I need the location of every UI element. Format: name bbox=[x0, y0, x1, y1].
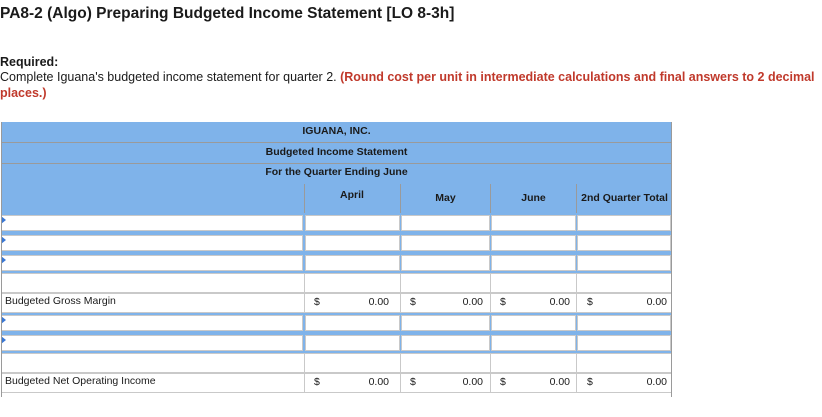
company-name: IGUANA, INC. bbox=[302, 125, 371, 137]
june-amount-input[interactable] bbox=[491, 335, 576, 351]
statement-period: For the Quarter Ending June bbox=[265, 166, 408, 178]
april-gross-margin-value: 0.00 bbox=[368, 296, 389, 308]
april-net-income-value: 0.00 bbox=[368, 376, 389, 388]
quarter-total-input[interactable] bbox=[577, 215, 671, 231]
april-amount-input[interactable] bbox=[305, 335, 400, 351]
column-quarter-total: 2nd Quarter Total bbox=[581, 192, 668, 204]
april-amount-input[interactable] bbox=[305, 215, 400, 231]
quarter-net-income-value: 0.00 bbox=[646, 376, 667, 388]
column-may: May bbox=[435, 192, 456, 204]
june-amount-input[interactable] bbox=[491, 215, 576, 231]
april-amount-input[interactable] bbox=[305, 235, 400, 251]
line-item-label-input[interactable] bbox=[1, 335, 303, 351]
june-gross-margin-value: 0.00 bbox=[549, 296, 570, 308]
quarter-total-input[interactable] bbox=[577, 335, 671, 351]
quarter-total-input[interactable] bbox=[577, 315, 671, 331]
may-net-income-value: 0.00 bbox=[462, 376, 483, 388]
june-amount-input[interactable] bbox=[491, 315, 576, 331]
june-amount-input[interactable] bbox=[491, 235, 576, 251]
table-row-spacer bbox=[1, 353, 672, 373]
line-item-label-input[interactable] bbox=[1, 215, 303, 231]
instructions-text: Complete Iguana's budgeted income statement for quarter 2. bbox=[0, 70, 337, 84]
instructions bbox=[0, 69, 815, 101]
june-net-income-value: 0.00 bbox=[549, 376, 570, 388]
statement-name-header bbox=[1, 143, 672, 163]
currency-symbol: $ bbox=[410, 376, 416, 388]
table-row bbox=[1, 233, 672, 253]
statement-name: Budgeted Income Statement bbox=[265, 146, 408, 158]
june-amount-input[interactable] bbox=[491, 255, 576, 271]
gross-margin-row bbox=[1, 293, 672, 313]
april-amount-input[interactable] bbox=[305, 315, 400, 331]
april-amount-input[interactable] bbox=[305, 255, 400, 271]
quarter-total-input[interactable] bbox=[577, 235, 671, 251]
currency-symbol: $ bbox=[410, 296, 416, 308]
currency-symbol: $ bbox=[314, 296, 320, 308]
may-amount-input[interactable] bbox=[401, 235, 490, 251]
income-statement-worksheet bbox=[1, 122, 672, 397]
currency-symbol: $ bbox=[587, 376, 593, 388]
may-amount-input[interactable] bbox=[401, 255, 490, 271]
column-april: April bbox=[340, 188, 364, 201]
currency-symbol: $ bbox=[500, 376, 506, 388]
net-operating-income-label: Budgeted Net Operating Income bbox=[5, 375, 156, 387]
gross-margin-label: Budgeted Gross Margin bbox=[5, 295, 116, 307]
column-june: June bbox=[521, 192, 546, 204]
rounding-note: (Round cost per unit in intermediate calculations and final answers to 2 decimal places.) bbox=[0, 70, 815, 100]
quarter-total-input[interactable] bbox=[577, 255, 671, 271]
may-amount-input[interactable] bbox=[401, 315, 490, 331]
period-header bbox=[1, 164, 672, 184]
company-header bbox=[1, 122, 672, 142]
may-amount-input[interactable] bbox=[401, 335, 490, 351]
net-operating-income-row bbox=[1, 373, 672, 393]
table-row bbox=[1, 333, 672, 353]
currency-symbol: $ bbox=[587, 296, 593, 308]
line-item-label-input[interactable] bbox=[1, 255, 303, 271]
line-item-label-input[interactable] bbox=[1, 235, 303, 251]
required-label: Required: bbox=[0, 55, 59, 69]
table-row bbox=[1, 313, 672, 333]
page-title: PA8-2 (Algo) Preparing Budgeted Income Statement [LO 8-3h] bbox=[0, 5, 455, 22]
may-amount-input[interactable] bbox=[401, 215, 490, 231]
line-item-label-input[interactable] bbox=[1, 315, 303, 331]
may-gross-margin-value: 0.00 bbox=[462, 296, 483, 308]
quarter-gross-margin-value: 0.00 bbox=[646, 296, 667, 308]
table-row bbox=[1, 253, 672, 273]
table-row-spacer bbox=[1, 273, 672, 293]
currency-symbol: $ bbox=[500, 296, 506, 308]
table-row bbox=[1, 213, 672, 233]
currency-symbol: $ bbox=[314, 376, 320, 388]
